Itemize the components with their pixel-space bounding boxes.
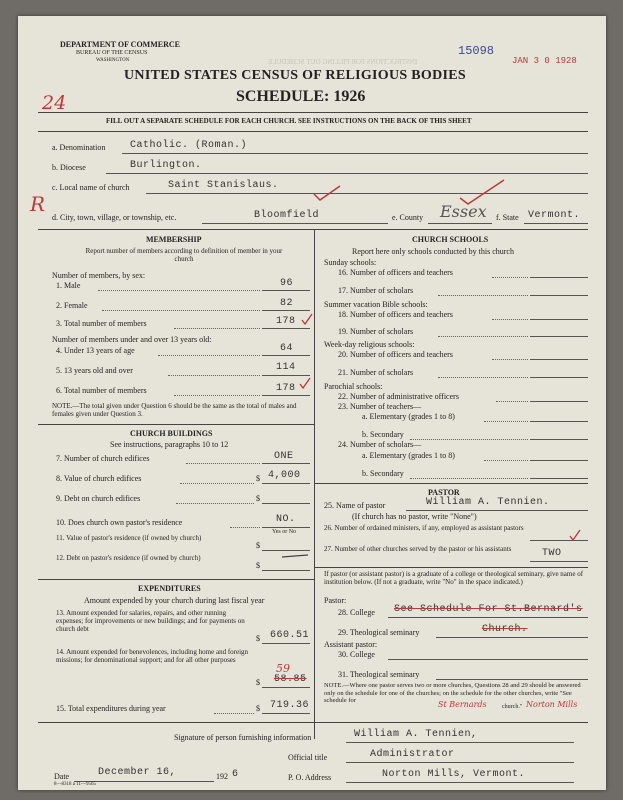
q3-value[interactable]: 178 [276,316,296,327]
q7-value[interactable]: ONE [274,451,294,462]
serial-number: 15098 [458,44,495,58]
check-mark-icon [298,376,312,390]
q13-label: 13. Amount expended for salaries, repairs, and other running expenses; for improvements or new buildings; and for payments on church debt [56,609,245,633]
q30-label: 30. College [338,650,375,659]
date-year-prefix: 192 [216,772,228,781]
q9-label: 9. Debt on church edifices [56,494,141,503]
q5-value[interactable]: 114 [276,362,296,373]
date-label: Date [54,772,70,781]
ink-place-note: Norton Mills [526,700,578,709]
signature-value[interactable]: William A. Tennien, [354,729,478,740]
q26-label: 26. Number of ordained ministers, if any, employed as assistant pastors [324,524,524,532]
vacation-label: Summer vacation Bible schools: [324,300,428,309]
q21-label: 21. Number of scholars [338,368,414,377]
check-mark-icon [458,176,508,206]
q1-value[interactable]: 96 [280,278,294,289]
ink-number: 24 [42,92,67,114]
membership-note: NOTE.—The total given under Question 6 should be the same as the total of males and females given under Question 3. [52,402,297,418]
faded-print-through: INSTRUCTIONS FOR FILLING OUT SCHEDULE [268,58,418,66]
check-mark-icon [300,312,314,326]
sunday-label: Sunday schools: [324,258,377,267]
q6-value[interactable]: 178 [276,383,296,394]
q13-dollar: $ [256,634,260,643]
q2-value[interactable]: 82 [280,298,294,309]
assistant-sublabel: Assistant pastor: [324,640,378,649]
census-form-sheet [18,16,606,790]
bureau-label: BUREAU OF THE CENSUS [76,50,148,56]
expenditures-heading: EXPENDITURES [138,584,201,593]
rule-under-instruction [38,131,588,132]
city-value[interactable]: Bloomfield [254,210,320,221]
state-label: f. State [496,213,519,222]
q14-label: 14. Amount expended for benevolences, including home and foreign missions; for denominational support; and for all other purposes [56,648,249,664]
parochial-label: Parochial schools: [324,382,383,391]
q27-value[interactable]: TWO [542,548,562,559]
q29-value[interactable]: Church. [482,624,528,635]
q2-label: 2. Female [56,301,88,310]
q10-value[interactable]: NO. [276,514,296,525]
q15-label: 15. Total expenditures during year [56,704,166,713]
q15-value[interactable]: 719.36 [270,700,310,711]
church-name-value[interactable]: Saint Stanislaus. [168,180,279,191]
q23-elem-label: a. Elementary (grades 1 to 8) [362,412,455,421]
state-value[interactable]: Vermont. [528,210,581,221]
q20-label: 20. Number of officers and teachers [338,350,453,359]
q11-dollar: $ [256,541,260,550]
diocese-label: b. Diocese [52,163,86,172]
schedule-title: SCHEDULE: 1926 [236,88,366,105]
q28-value[interactable]: See Schedule For St.Bernard's [394,604,583,615]
q25-note: (If church has no pastor, write "None") [352,512,477,521]
received-stamp: JAN 3 0 1928 [512,56,577,66]
q3-label: 3. Total number of members [56,319,147,328]
q23-label: 23. Number of teachers— [338,402,422,411]
q16-label: 16. Number of officers and teachers [338,268,453,277]
pastor-note: NOTE.—Where one pastor serves two or more churches, Questions 28 and 29 should be answered only on the schedule for one of the churches; on the schedule for the other churches, write "See schedule for [324,682,581,704]
q9-dollar: $ [256,494,260,503]
county-label: e. County [392,213,424,222]
date-value[interactable]: December 16, [98,767,177,778]
q13-value[interactable]: 660.51 [270,630,310,641]
date-year-suffix[interactable]: 6 [232,769,239,780]
rule-sections [38,229,588,230]
yes-no-hint: Yes or No [272,529,297,535]
q18-label: 18. Number of officers and teachers [338,310,453,319]
dash-mark-icon [280,552,310,560]
q24-label: 24. Number of scholars— [338,440,422,449]
address-label: P. O. Address [288,773,332,782]
q27-label: 27. Number of other churches served by the pastor or his assistants [324,545,512,553]
schools-heading: CHURCH SCHOOLS [412,235,489,244]
q25-label: 25. Name of pastor [324,501,386,510]
q14-dollar: $ [256,678,260,687]
q17-label: 17. Number of scholars [338,286,414,295]
buildings-sub: See instructions, paragraphs 10 to 12 [110,440,229,449]
q22-label: 22. Number of administrative officers [338,392,459,401]
q29-label: 29. Theological seminary [338,628,420,637]
form-title: UNITED STATES CENSUS OF RELIGIOUS BODIES [124,68,467,83]
q5-label: 5. 13 years old and over [56,366,133,375]
schools-intro: Report here only schools conducted by this church [352,247,514,256]
denomination-label: a. Denomination [52,143,106,152]
city-label: WASHINGTON [96,58,130,63]
q19-label: 19. Number of scholars [338,327,414,336]
city-label-field: d. City, town, village, or township, etc. [52,213,177,222]
q12-dollar: $ [256,561,260,570]
q14-value[interactable]: 58.85 [274,674,307,685]
q4-value[interactable]: 64 [280,343,294,354]
q8-label: 8. Value of church edifices [56,474,142,483]
pastor-heading: PASTOR [428,488,460,497]
q14-ink-amount: 59 [276,662,290,675]
expenditures-sub: Amount expended by your church during last fiscal year [84,596,265,605]
q7-label: 7. Number of church edifices [56,454,150,463]
margin-mark: R [30,192,46,216]
q11-label: 11. Value of pastor's residence (if owned by church) [56,534,202,542]
address-value[interactable]: Norton Mills, Vermont. [382,769,526,780]
membership-intro: Report number of members according to definition of member in your church [85,247,283,263]
q10-label: 10. Does church own pastor's residence [56,518,183,527]
pastor-name-value[interactable]: William A. Tennien. [426,497,550,508]
department-label: DEPARTMENT OF COMMERCE [60,40,181,49]
q24-elem-label: a. Elementary (grades 1 to 8) [362,451,455,460]
q6-label: 6. Total number of members [56,386,147,395]
official-title-value[interactable]: Administrator [370,749,455,760]
graduate-note: If pastor (or assistant pastor) is a graduate of a college or theological seminary, give name of institution below. (If not a graduate, write "No" in the space indicated.) [324,570,584,586]
by-age-label: Number of members under and over 13 years old: [52,335,212,344]
q12-label: 12. Debt on pastor's residence (if owned by church) [56,554,201,562]
buildings-heading: CHURCH BUILDINGS [130,429,213,438]
q23-sec-label: b. Secondary [362,430,404,439]
ink-church-reference: St Bernards [438,700,487,709]
rule-top [38,112,588,113]
q15-dollar: $ [256,704,260,713]
pastor-sublabel: Pastor: [324,596,347,605]
weekday-label: Week-day religious schools: [324,340,415,349]
denomination-value[interactable]: Catholic. (Roman.) [130,140,248,151]
q8-dollar: $ [256,474,260,483]
instruction-line: FILL OUT A SEPARATE SCHEDULE FOR EACH CHURCH. SEE INSTRUCTIONS ON THE BACK OF THIS SHEET [106,117,472,125]
signature-label: Signature of person furnishing information [174,733,312,742]
q1-label: 1. Male [56,281,81,290]
check-mark-icon [312,184,342,202]
church-name-label: c. Local name of church [52,183,130,192]
q28-label: 28. College [338,608,375,617]
check-mark-icon [568,528,582,542]
q31-label: 31. Theological seminary [338,670,420,679]
county-value[interactable]: Essex [440,202,487,221]
print-code: 8—8318 a 11—9565 [54,782,97,787]
column-divider [314,229,315,739]
pastor-note-end: church." [502,704,523,710]
by-sex-label: Number of members, by sex: [52,271,146,280]
q8-value[interactable]: 4,000 [268,470,301,481]
diocese-value[interactable]: Burlington. [130,160,202,171]
membership-heading: MEMBERSHIP [146,235,202,244]
q4-label: 4. Under 13 years of age [56,346,135,355]
q24-sec-label: b. Secondary [362,469,404,478]
official-title-label: Official title [288,753,328,762]
